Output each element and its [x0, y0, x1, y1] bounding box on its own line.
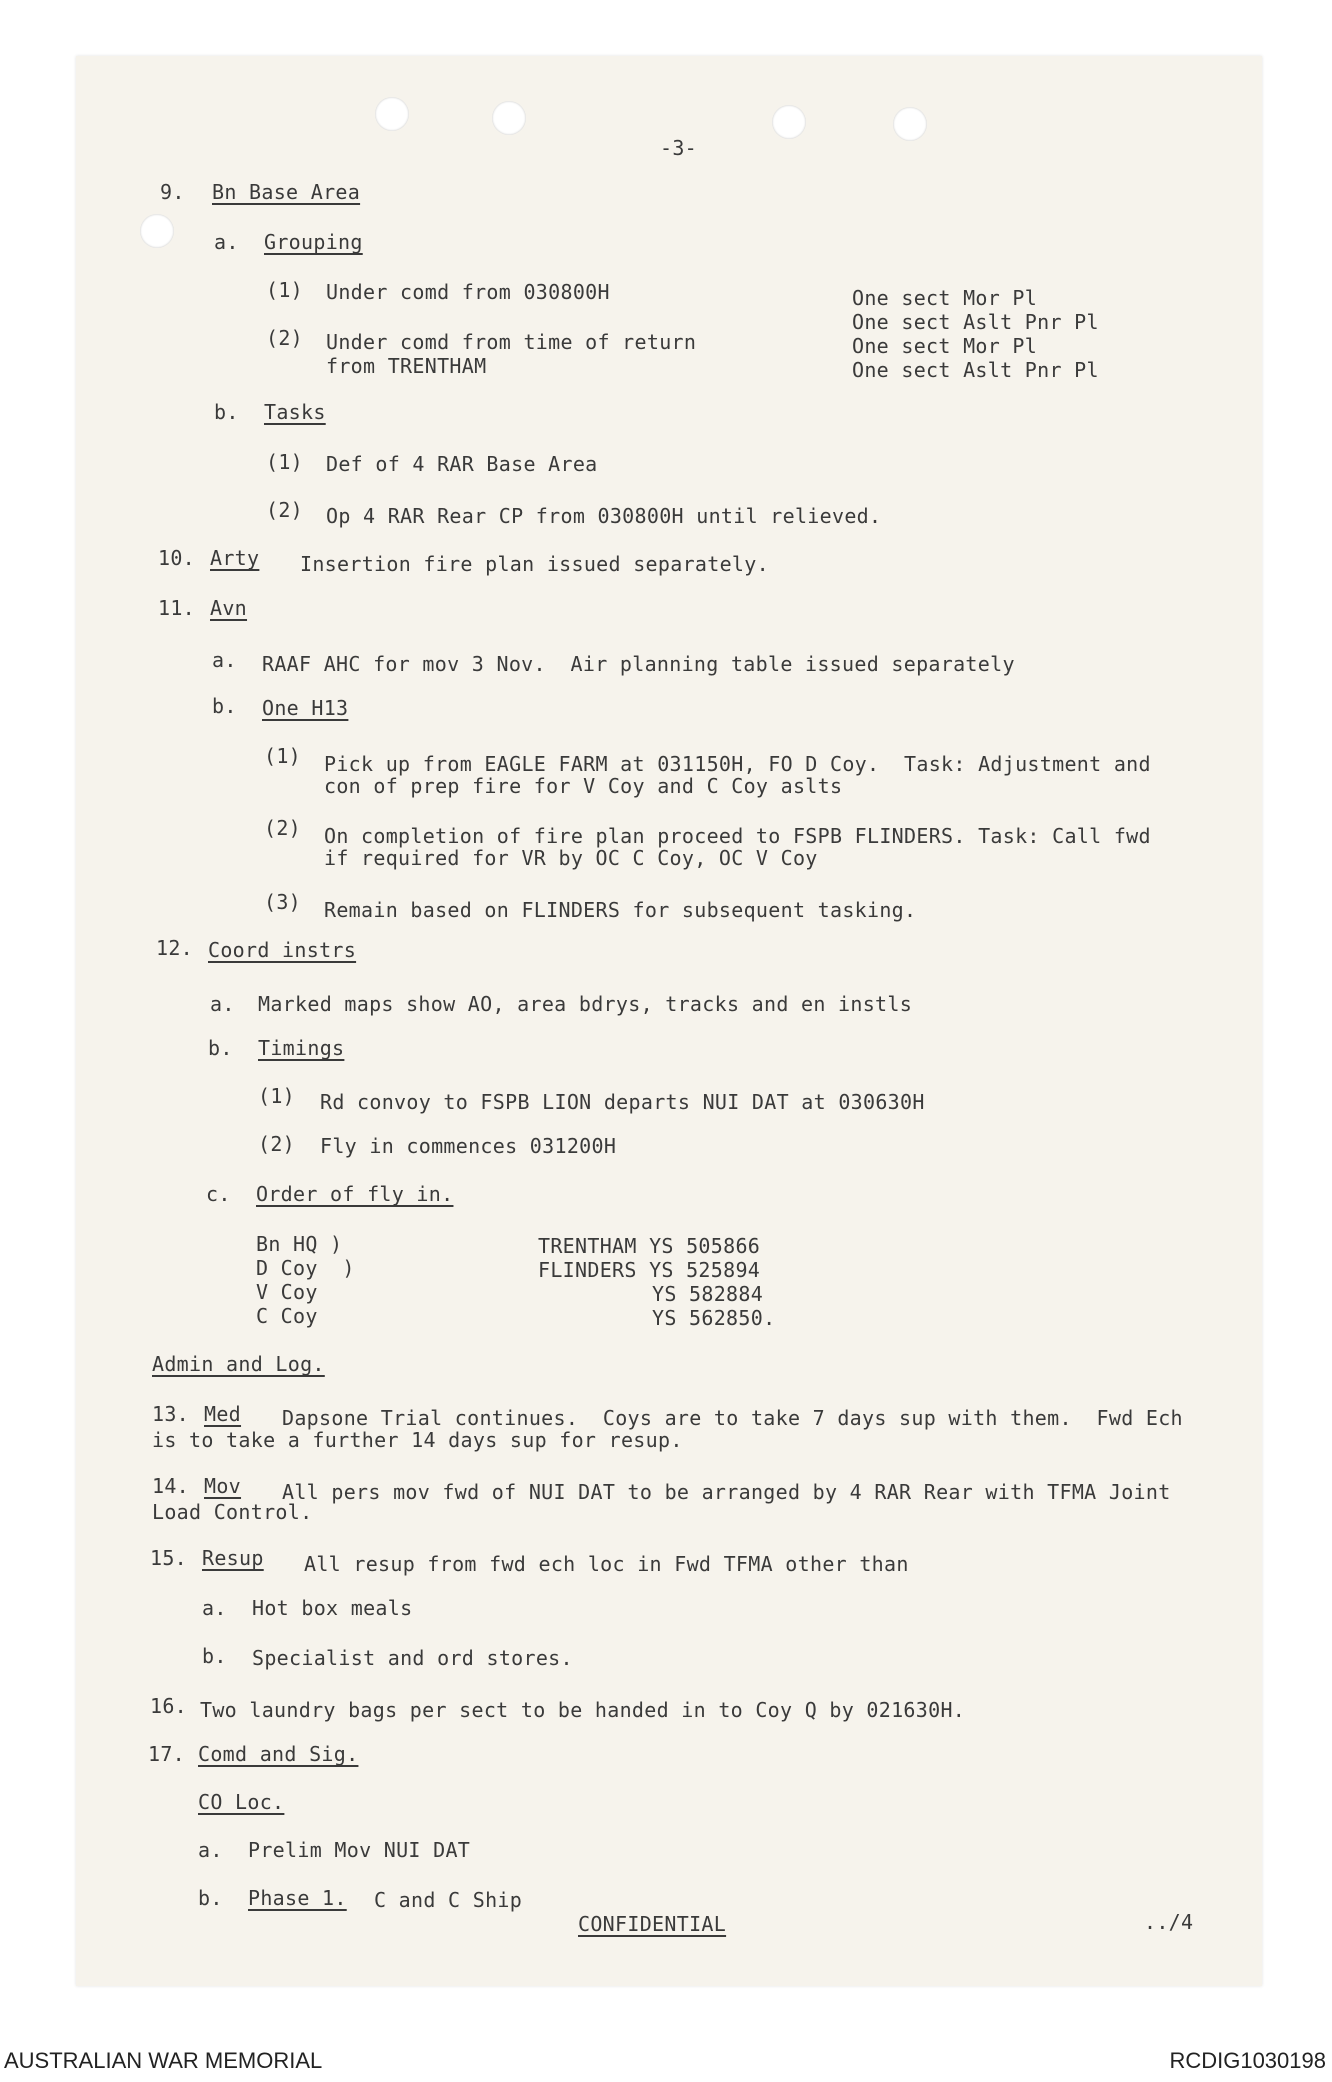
item-label: b. — [212, 694, 237, 718]
grouping-item-2-cont: from TRENTHAM — [326, 354, 487, 378]
punch-hole — [140, 214, 174, 248]
section-13-title: Med — [204, 1402, 242, 1426]
section-13-number: 13. — [152, 1402, 190, 1426]
sub-item-number: (2) — [264, 816, 302, 840]
section-14-title: Mov — [204, 1474, 242, 1498]
section-10-number: 10. — [158, 546, 196, 570]
fly-in-location: YS 582884 — [652, 1282, 764, 1306]
section-9-number: 9. — [160, 180, 185, 204]
sub-item-number: (2) — [258, 1132, 296, 1156]
h13-task-1: Pick up from EAGLE FARM at 031150H, FO D Coy. Task: Adjustment and — [324, 752, 1151, 776]
fly-in-location: YS 562850. — [652, 1306, 776, 1330]
unit-line: One sect Mor Pl — [852, 334, 1038, 358]
item-label: a. — [212, 648, 237, 672]
sub-item-number: (2) — [266, 326, 304, 350]
section-15-number: 15. — [150, 1546, 188, 1570]
section-12-number: 12. — [156, 936, 194, 960]
section-16-number: 16. — [150, 1694, 188, 1718]
section-17-title: Comd and Sig. — [198, 1742, 359, 1766]
sub-item-number: (3) — [264, 890, 302, 914]
co-loc-item-b: C and C Ship — [374, 1888, 523, 1912]
item-label: b. — [208, 1036, 233, 1060]
timing-1: Rd convoy to FSPB LION departs NUI DAT at 030630H — [320, 1090, 925, 1114]
grouping-heading: Grouping — [264, 230, 363, 254]
coord-item-a: Marked maps show AO, area bdrys, tracks and en instls — [258, 992, 913, 1016]
sub-item-number: (1) — [264, 744, 302, 768]
fly-in-unit: V Coy — [256, 1280, 318, 1304]
unit-line: One sect Aslt Pnr Pl — [852, 358, 1099, 382]
grouping-item-2: Under comd from time of return — [326, 330, 697, 354]
punch-hole — [772, 105, 806, 139]
punch-hole — [893, 107, 927, 141]
footer-reference: RCDIG1030198 — [1169, 2048, 1326, 2073]
section-13-text-cont: is to take a further 14 days sup for resup. — [152, 1428, 683, 1452]
classification-marking: CONFIDENTIAL — [578, 1912, 727, 1936]
section-12-title: Coord instrs — [208, 938, 357, 962]
section-14-text: All pers mov fwd of NUI DAT to be arranged by 4 RAR Rear with TFMA Joint — [282, 1480, 1171, 1504]
h13-task-3: Remain based on FLINDERS for subsequent tasking. — [324, 898, 917, 922]
section-17-number: 17. — [148, 1742, 186, 1766]
section-10-text: Insertion fire plan issued separately. — [300, 552, 769, 576]
section-13-text: Dapsone Trial continues. Coys are to take 7 days sup with them. Fwd Ech — [282, 1406, 1183, 1430]
fly-in-unit: D Coy ) — [256, 1256, 355, 1280]
item-label: c. — [206, 1182, 231, 1206]
h13-task-2-cont: if required for VR by OC C Coy, OC V Coy — [324, 846, 818, 870]
section-15-text: All resup from fwd ech loc in Fwd TFMA other than — [304, 1552, 909, 1576]
timing-2: Fly in commences 031200H — [320, 1134, 617, 1158]
unit-line: One sect Aslt Pnr Pl — [852, 310, 1099, 334]
resup-item-a: Hot box meals — [252, 1596, 413, 1620]
punch-hole — [375, 97, 409, 131]
timings-heading: Timings — [258, 1036, 345, 1060]
section-11-number: 11. — [158, 596, 196, 620]
order-of-fly-in-heading: Order of fly in. — [256, 1182, 454, 1206]
h13-task-2: On completion of fire plan proceed to FSPB FLINDERS. Task: Call fwd — [324, 824, 1151, 848]
item-label: b. — [202, 1644, 227, 1668]
co-loc-item-a: Prelim Mov NUI DAT — [248, 1838, 471, 1862]
one-h13-heading: One H13 — [262, 696, 349, 720]
page-number: -3- — [660, 136, 698, 160]
item-label: a. — [214, 230, 239, 254]
item-label: a. — [198, 1838, 223, 1862]
footer-source: AUSTRALIAN WAR MEMORIAL — [4, 2048, 323, 2073]
section-9-title: Bn Base Area — [212, 180, 361, 204]
sub-item-number: (2) — [266, 498, 304, 522]
fly-in-location: TRENTHAM YS 505866 — [538, 1234, 761, 1258]
resup-item-b: Specialist and ord stores. — [252, 1646, 573, 1670]
sub-item-number: (1) — [266, 278, 304, 302]
section-15-title: Resup — [202, 1546, 264, 1570]
h13-task-1-cont: con of prep fire for V Coy and C Coy aslts — [324, 774, 843, 798]
task-item-2: Op 4 RAR Rear CP from 030800H until relieved. — [326, 504, 882, 528]
co-loc-heading: CO Loc. — [198, 1790, 285, 1814]
unit-line: One sect Mor Pl — [852, 286, 1038, 310]
avn-item-a: RAAF AHC for mov 3 Nov. Air planning table issued separately — [262, 652, 1015, 676]
item-label: a. — [202, 1596, 227, 1620]
section-11-title: Avn — [210, 596, 248, 620]
punch-hole — [492, 101, 526, 135]
section-14-number: 14. — [152, 1474, 190, 1498]
tasks-heading: Tasks — [264, 400, 326, 424]
task-item-1: Def of 4 RAR Base Area — [326, 452, 598, 476]
section-14-text-cont: Load Control. — [152, 1500, 313, 1524]
phase-1-heading: Phase 1. — [248, 1886, 347, 1910]
fly-in-unit: C Coy — [256, 1304, 318, 1328]
fly-in-location: FLINDERS YS 525894 — [538, 1258, 761, 1282]
item-label: b. — [214, 400, 239, 424]
continuation-marker: ../4 — [1144, 1910, 1194, 1934]
item-label: b. — [198, 1886, 223, 1910]
item-label: a. — [210, 992, 235, 1016]
section-16-text: Two laundry bags per sect to be handed in to Coy Q by 021630H. — [200, 1698, 966, 1722]
admin-log-heading: Admin and Log. — [152, 1352, 325, 1376]
sub-item-number: (1) — [258, 1084, 296, 1108]
fly-in-unit: Bn HQ ) — [256, 1232, 343, 1256]
section-10-title: Arty — [210, 546, 260, 570]
grouping-item-1: Under comd from 030800H — [326, 280, 610, 304]
sub-item-number: (1) — [266, 450, 304, 474]
